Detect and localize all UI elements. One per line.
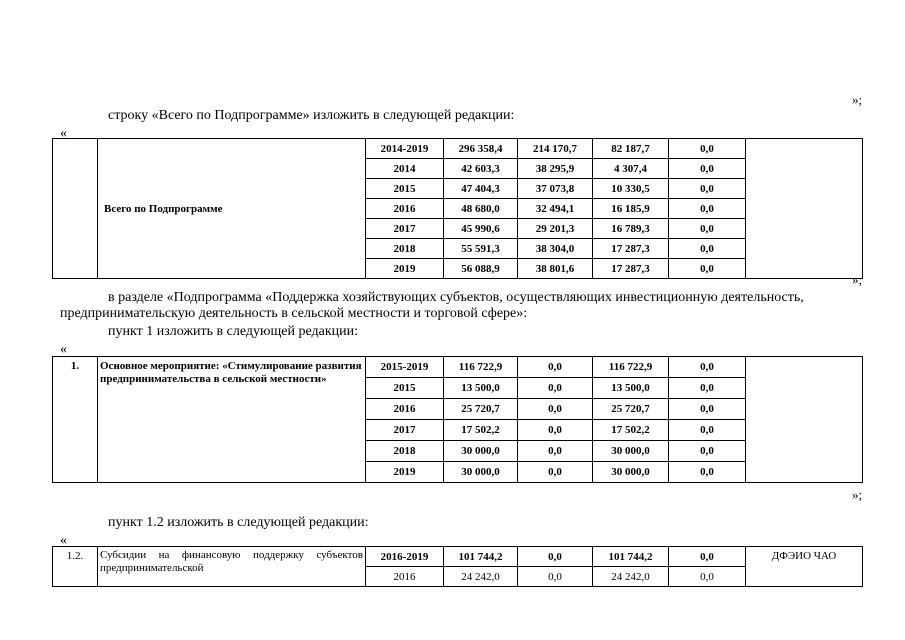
period-cell: 2017 — [366, 219, 444, 239]
value-cell: 0,0 — [669, 139, 746, 159]
table-item1 — [52, 356, 863, 483]
period-cell: 2019 — [366, 462, 444, 483]
value-cell: 30 000,0 — [444, 441, 518, 462]
value-cell: 0,0 — [669, 378, 746, 399]
value-cell: 0,0 — [669, 219, 746, 239]
period-cell: 2014-2019 — [366, 139, 444, 159]
period-cell: 2014 — [366, 159, 444, 179]
period-cell: 2019 — [366, 259, 444, 279]
value-cell: 0,0 — [518, 547, 593, 567]
value-cell: 55 591,3 — [444, 239, 518, 259]
name-cell: Основное мероприятие: «Стимулирование развития предпринимательства в сельской местности» — [98, 357, 366, 483]
value-cell: 17 287,3 — [593, 259, 669, 279]
paragraph-total-row: строку «Всего по Подпрограмме» изложить в следующей редакции: — [108, 108, 515, 123]
row-number-cell — [53, 139, 98, 279]
table-row — [53, 357, 863, 378]
paragraph-item12: пункт 1.2 изложить в следующей редакции: — [108, 515, 369, 530]
value-cell: 0,0 — [518, 462, 593, 483]
paragraph-section-line2: предпринимательскую деятельность в сельской местности и торговой сфере»: — [60, 306, 528, 321]
value-cell: 0,0 — [669, 239, 746, 259]
period-cell: 2015 — [366, 179, 444, 199]
paragraph-section-line1: в разделе «Подпрограмма «Поддержка хозяйствующих субъектов, осуществляющих инвестиционную деятельность, — [108, 290, 804, 305]
value-cell: 0,0 — [518, 567, 593, 587]
value-cell: 30 000,0 — [593, 462, 669, 483]
value-cell: 101 744,2 — [593, 547, 669, 567]
paragraph-item1: пункт 1 изложить в следующей редакции: — [108, 324, 358, 339]
value-cell: 37 073,8 — [518, 179, 593, 199]
period-cell: 2016 — [366, 199, 444, 219]
period-cell: 2015 — [366, 378, 444, 399]
value-cell: 17 287,3 — [593, 239, 669, 259]
value-cell: 101 744,2 — [444, 547, 518, 567]
value-cell: 0,0 — [518, 357, 593, 378]
value-cell: 25 720,7 — [593, 399, 669, 420]
period-cell: 2017 — [366, 420, 444, 441]
value-cell: 10 330,5 — [593, 179, 669, 199]
value-cell: 16 185,9 — [593, 199, 669, 219]
value-cell: 29 201,3 — [518, 219, 593, 239]
value-cell: 24 242,0 — [444, 567, 518, 587]
executor-cell — [746, 139, 863, 279]
value-cell: 116 722,9 — [444, 357, 518, 378]
value-cell: 0,0 — [669, 567, 746, 587]
value-cell: 0,0 — [518, 420, 593, 441]
value-cell: 25 720,7 — [444, 399, 518, 420]
table-row — [53, 139, 863, 159]
closing-quote-3: »; — [852, 487, 863, 502]
value-cell: 0,0 — [669, 179, 746, 199]
value-cell: 4 307,4 — [593, 159, 669, 179]
value-cell: 296 358,4 — [444, 139, 518, 159]
value-cell: 32 494,1 — [518, 199, 593, 219]
value-cell: 116 722,9 — [593, 357, 669, 378]
opening-quote-2: « — [60, 342, 67, 357]
value-cell: 17 502,2 — [593, 420, 669, 441]
value-cell: 214 170,7 — [518, 139, 593, 159]
value-cell: 0,0 — [669, 420, 746, 441]
value-cell: 13 500,0 — [593, 378, 669, 399]
value-cell: 48 680,0 — [444, 199, 518, 219]
executor-cell — [746, 357, 863, 483]
value-cell: 0,0 — [669, 357, 746, 378]
value-cell: 38 801,6 — [518, 259, 593, 279]
value-cell: 30 000,0 — [593, 441, 669, 462]
value-cell: 30 000,0 — [444, 462, 518, 483]
period-cell: 2018 — [366, 441, 444, 462]
executor-cell: ДФЭИО ЧАО — [746, 547, 863, 587]
closing-quote-1: »; — [852, 92, 863, 107]
value-cell: 0,0 — [669, 159, 746, 179]
value-cell: 38 295,9 — [518, 159, 593, 179]
value-cell: 82 187,7 — [593, 139, 669, 159]
value-cell: 16 789,3 — [593, 219, 669, 239]
value-cell: 38 304,0 — [518, 239, 593, 259]
name-cell: Субсидии на финансовую поддержку субъектов предпринимательской — [98, 547, 366, 587]
table-row — [53, 547, 863, 567]
value-cell: 0,0 — [669, 199, 746, 219]
value-cell: 0,0 — [518, 399, 593, 420]
period-cell: 2016 — [366, 567, 444, 587]
value-cell: 24 242,0 — [593, 567, 669, 587]
value-cell: 47 404,3 — [444, 179, 518, 199]
period-cell: 2015-2019 — [366, 357, 444, 378]
period-cell: 2018 — [366, 239, 444, 259]
table-item12 — [52, 546, 863, 587]
value-cell: 45 990,6 — [444, 219, 518, 239]
period-cell: 2016-2019 — [366, 547, 444, 567]
value-cell: 56 088,9 — [444, 259, 518, 279]
value-cell: 0,0 — [669, 547, 746, 567]
value-cell: 42 603,3 — [444, 159, 518, 179]
opening-quote-3: « — [60, 533, 67, 548]
value-cell: 0,0 — [518, 441, 593, 462]
row-number-cell: 1.2. — [53, 547, 98, 587]
closing-quote-2: »; — [852, 272, 863, 287]
row-number-cell: 1. — [53, 357, 98, 483]
value-cell: 0,0 — [669, 441, 746, 462]
name-cell: Всего по Подпрограмме — [98, 139, 366, 279]
value-cell: 17 502,2 — [444, 420, 518, 441]
period-cell: 2016 — [366, 399, 444, 420]
value-cell: 0,0 — [669, 399, 746, 420]
value-cell: 0,0 — [669, 462, 746, 483]
table-total — [52, 138, 863, 279]
opening-quote-1: « — [60, 126, 67, 141]
value-cell: 0,0 — [518, 378, 593, 399]
value-cell: 13 500,0 — [444, 378, 518, 399]
value-cell: 0,0 — [669, 259, 746, 279]
